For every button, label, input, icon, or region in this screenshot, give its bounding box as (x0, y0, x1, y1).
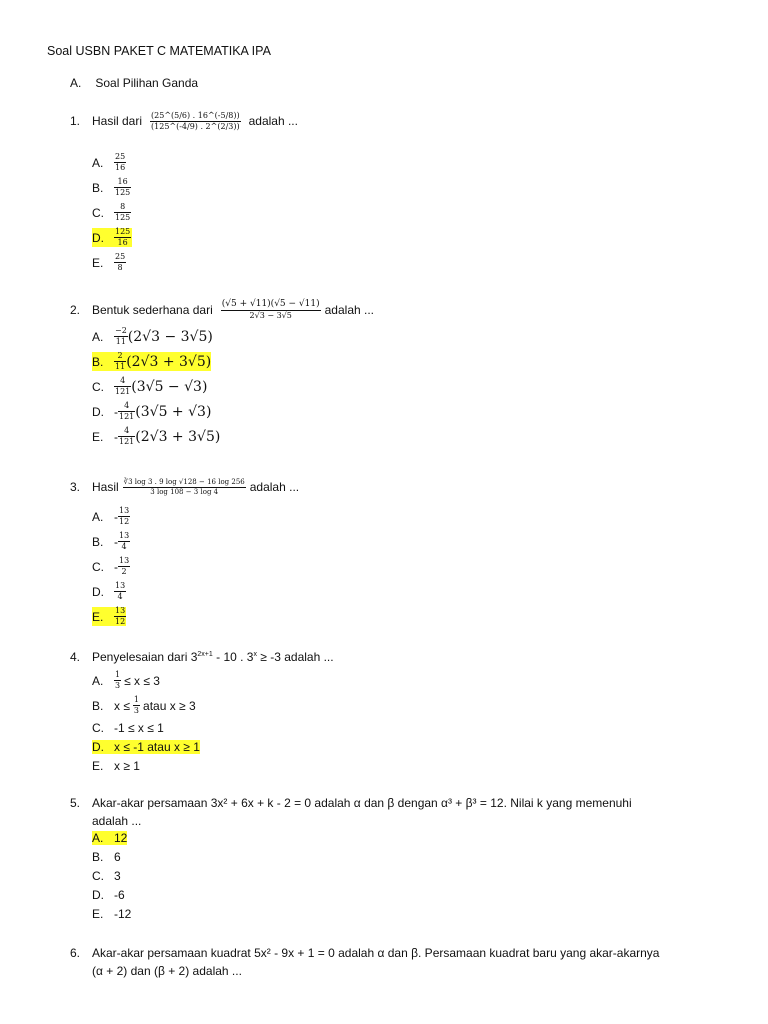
option-a[interactable]: A. $\frac{-2}{11}$ (2√3 − 3√5) (92, 326, 213, 346)
expression-numerator: (25^(5/6) . 16^(-5/8)) (151, 110, 240, 120)
option-c[interactable]: C. $\frac{4}{121}$ (3√5 − √3) (92, 376, 208, 396)
question-text: Akar-akar persamaan 3x² + 6x + k - 2 = 0 adalah α dan β dengan α³ + β³ = 12. Nilai k yang memenuhi (92, 796, 632, 810)
question-prefix: Bentuk sederhana dari (92, 303, 213, 317)
question-number: 1. (70, 114, 81, 128)
expression-numerator: ∛3 log 3 . 9 log √128 − 16 log 256 (123, 477, 245, 486)
question-text: Akar-akar persamaan kuadrat 5x² - 9x + 1 = 0 adalah α dan β. Persamaan kuadrat baru yang akar-akarnya (92, 946, 660, 960)
option-c[interactable]: C. - $\frac{13}{2}$ (92, 556, 130, 576)
question-text-continued: adalah ... (92, 814, 142, 828)
question-4: 4. Penyelesaian dari $3^{2x+1} - 10$ . $3^x \ge -3$ adalah ... (70, 650, 334, 664)
expression-denominator: 2√3 − 3√5 (249, 311, 292, 320)
option-e[interactable]: E. x ≥ 1 (92, 758, 140, 773)
section-label: Soal Pilihan Ganda (95, 76, 199, 90)
option-e[interactable]: E. -12 (92, 907, 132, 921)
option-d-highlighted[interactable]: D. x ≤ -1 atau x ≥ 1 (92, 739, 200, 754)
option-a[interactable]: A. $\frac{25}{16}$ (92, 152, 126, 172)
option-d[interactable]: D. $\frac{13}{4}$ (92, 581, 126, 601)
q2-options (92, 324, 220, 449)
question-suffix: adalah ... (248, 114, 298, 128)
option-e[interactable]: E. - $\frac{4}{121}$ (2√3 + 3√5) (92, 426, 221, 446)
question-3 (70, 470, 299, 504)
question-1 (70, 96, 298, 146)
q3-options (92, 504, 130, 629)
question-number: 4. (70, 650, 81, 664)
option-a-highlighted[interactable]: A. 12 (92, 831, 128, 845)
page-title: Soal USBN PAKET C MATEMATIKA IPA (47, 44, 271, 58)
option-b[interactable]: B. $\frac{16}{125}$ (92, 177, 131, 197)
question-2 (70, 296, 374, 324)
option-b[interactable]: B. 6 (92, 850, 121, 864)
question-text-continued: (α + 2) dan (β + 2) adalah ... (92, 964, 242, 978)
q5-options (92, 829, 131, 924)
section-letter: A. (70, 76, 82, 90)
question-suffix: adalah ... (324, 303, 374, 317)
option-b[interactable]: B. x ≤ $\frac{1}{3}$ atau x ≥ 3 (92, 695, 196, 715)
option-a[interactable]: A. - $\frac{13}{12}$ (92, 506, 130, 526)
option-c[interactable]: C. $\frac{8}{125}$ (92, 202, 131, 222)
question-number: 6. (70, 946, 81, 960)
q1-options (92, 150, 132, 275)
question-number: 2. (70, 303, 81, 317)
question-number: 3. (70, 480, 81, 494)
option-b[interactable]: B. - $\frac{13}{4}$ (92, 531, 130, 551)
option-d[interactable]: D. - $\frac{4}{121}$ (3√5 + √3) (92, 401, 212, 421)
option-e[interactable]: E. $\frac{25}{8}$ (92, 252, 126, 272)
question-prefix: Hasil (92, 480, 119, 494)
option-d[interactable]: D. -6 (92, 888, 125, 902)
question-number: 5. (70, 796, 81, 810)
question-6 (70, 944, 659, 980)
option-c[interactable]: C. 3 (92, 869, 121, 883)
question-5 (70, 794, 632, 830)
question-expression (150, 112, 241, 131)
option-a[interactable]: A. $\frac{1}{3}$ ≤ x ≤ 3 (92, 670, 160, 690)
option-d-highlighted[interactable]: D. $\frac{125}{16}$ (92, 227, 131, 247)
question-suffix: adalah ... (249, 480, 300, 494)
expression-denominator: 3 log 108 − 3 log 4 (150, 487, 219, 496)
section-heading (70, 76, 198, 90)
question-prefix: Hasil dari (92, 114, 143, 128)
question-expression (221, 300, 321, 320)
option-c[interactable]: C. -1 ≤ x ≤ 1 (92, 720, 164, 735)
expression-denominator: (125^(-4/9) . 2^(2/3)) (151, 121, 240, 131)
q4-options (92, 668, 200, 775)
option-e-highlighted[interactable]: E. $\frac{13}{12}$ (92, 606, 126, 626)
question-expression (123, 479, 246, 496)
option-b-highlighted[interactable]: B. $\frac{2}{11}$ (2√3 + 3√5) (92, 351, 212, 371)
expression-numerator: (√5 + √11)(√5 − √11) (221, 299, 320, 309)
